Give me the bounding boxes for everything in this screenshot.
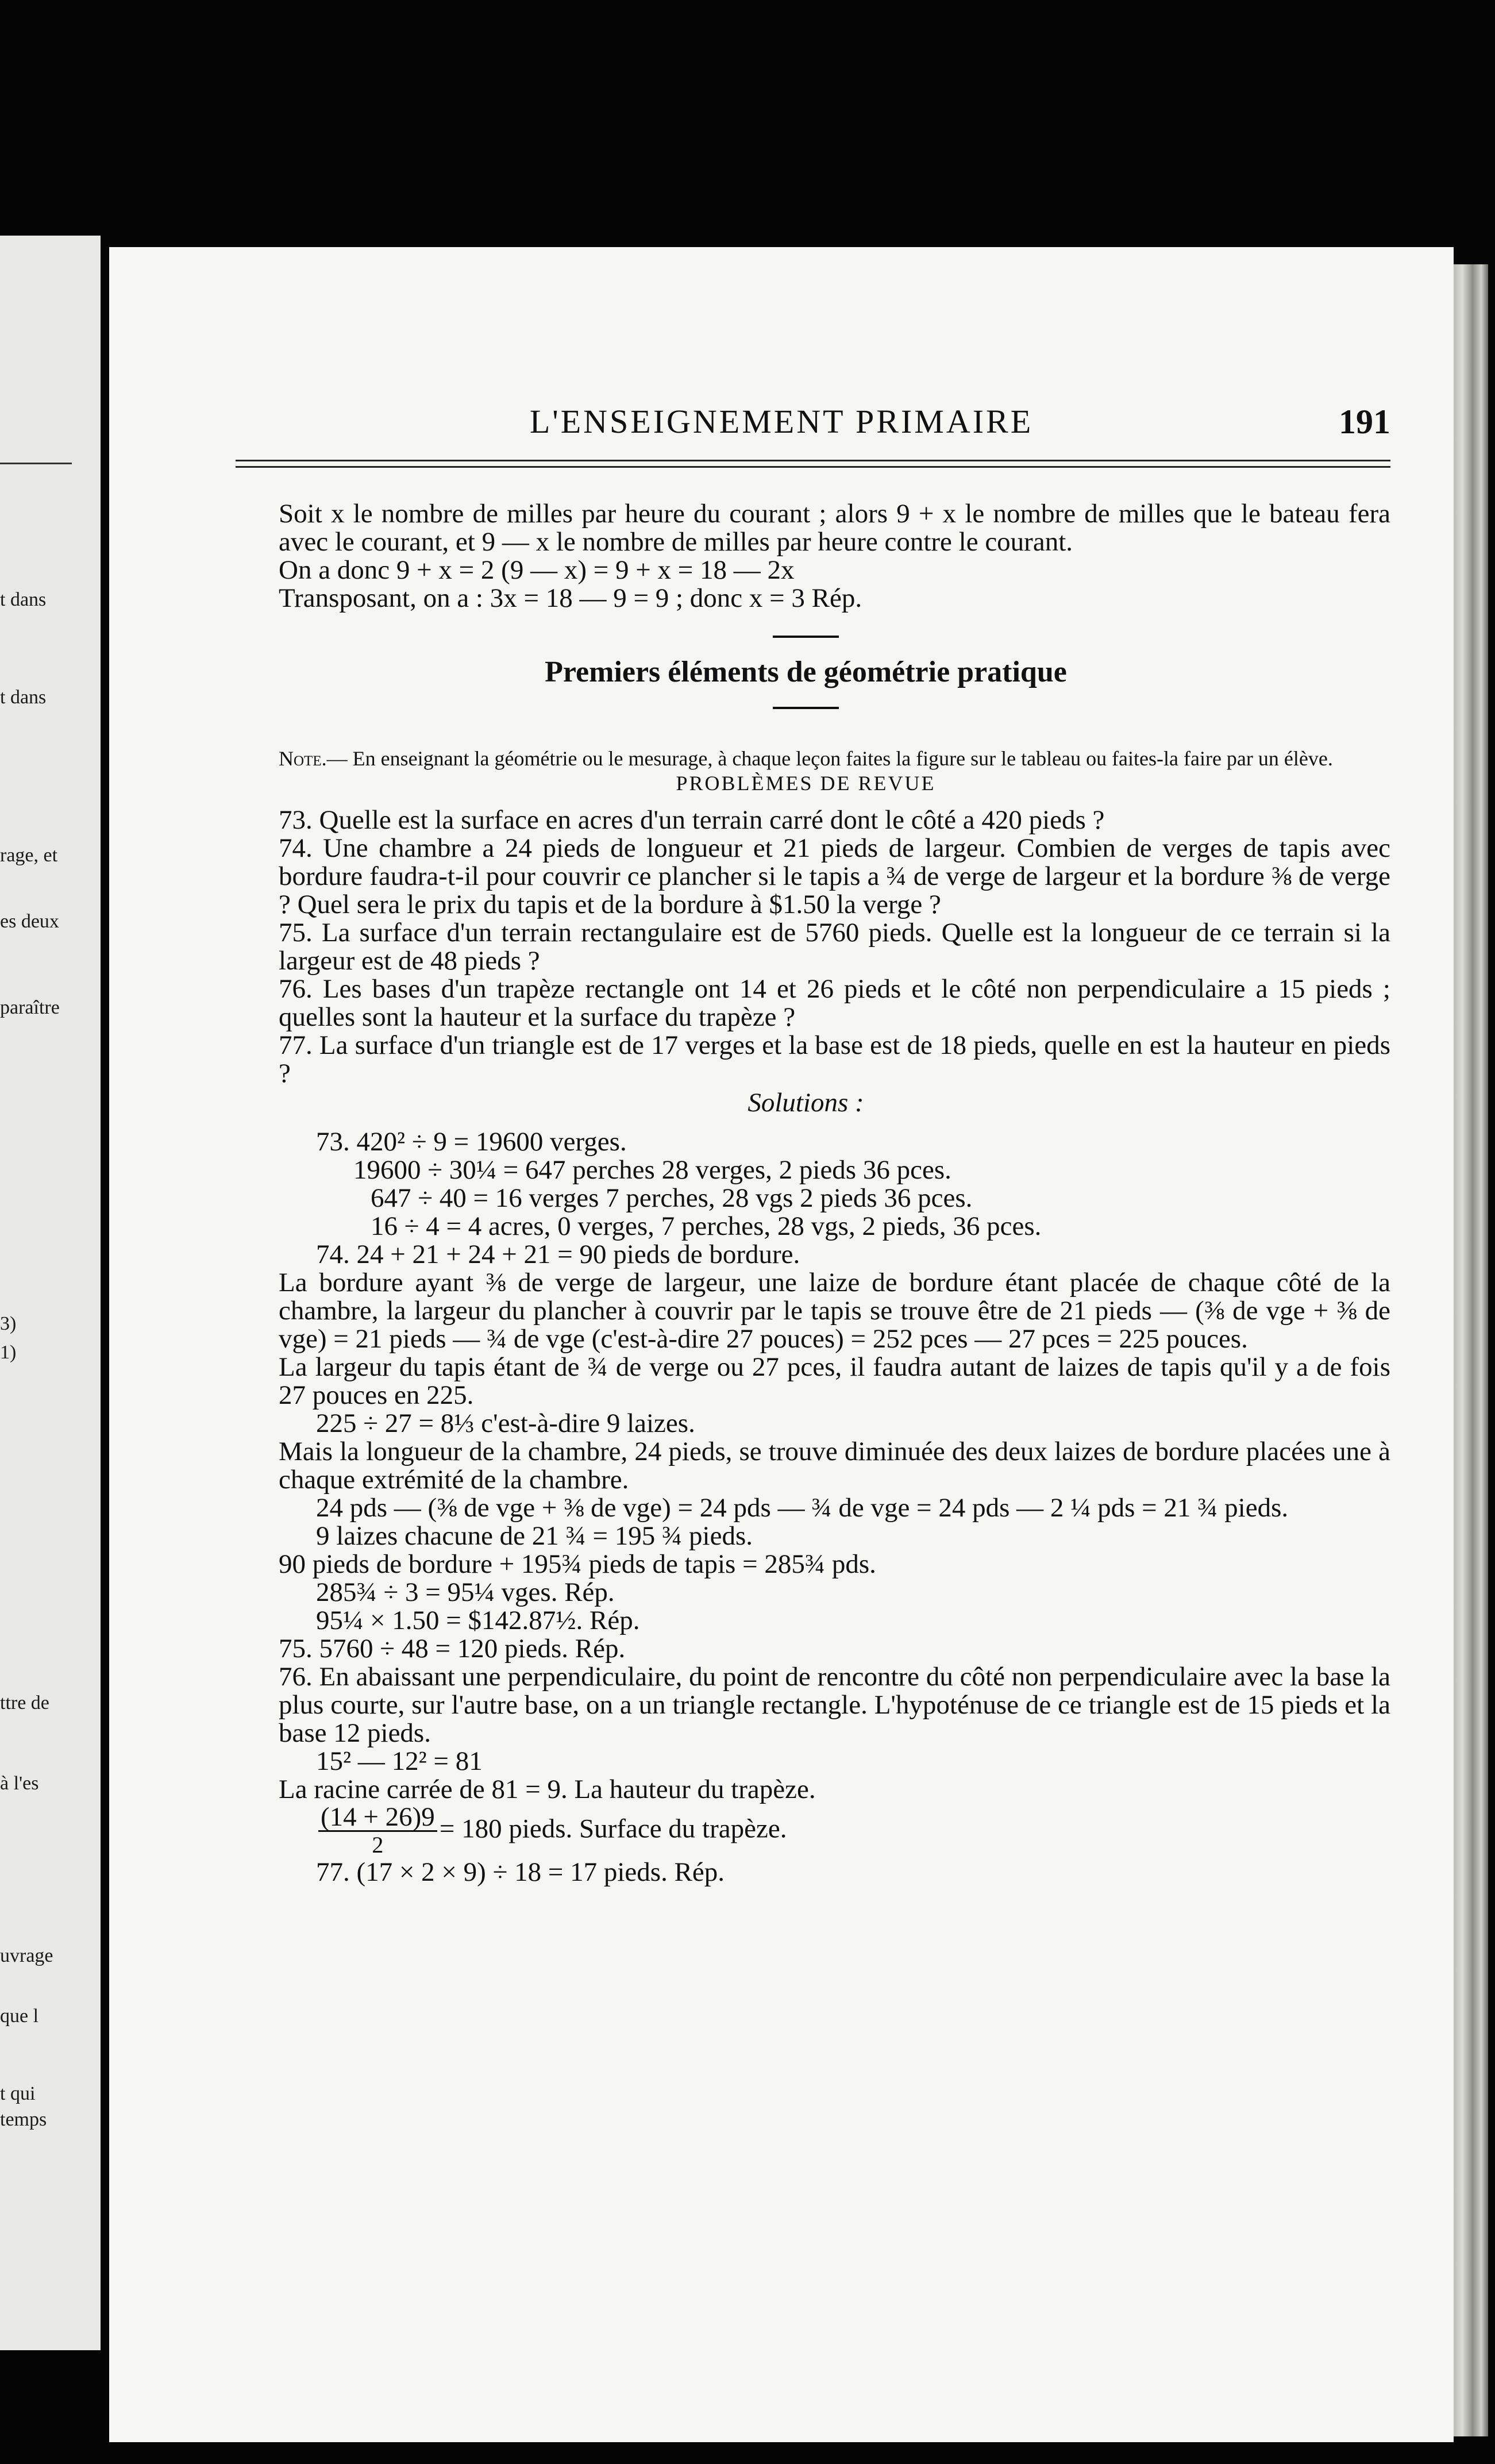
solution-73-line: 647 ÷ 40 = 16 verges 7 perches, 28 vgs 2 pieds 36 pces. <box>371 1183 973 1213</box>
prev-page-fragment: ttre de <box>0 1692 49 1714</box>
solution-74-paragraph: La largeur du tapis étant de ¾ de verge ou 27 pces, il faudra autant de laizes de tapis qu'il y a de fois 27 pouces en 225. <box>279 1352 1390 1410</box>
header-rule <box>236 460 1390 461</box>
prev-page-fragment: t dans <box>0 687 47 708</box>
solution-76-line: 15² — 12² = 81 <box>316 1746 483 1776</box>
area-result: = 180 pieds. Surface du trapèze. <box>439 1814 787 1844</box>
running-title: L'ENSEIGNEMENT PRIMAIRE <box>529 403 1034 440</box>
solution-74-line: 285¾ ÷ 3 = 95¼ vges. Rép. <box>316 1577 615 1607</box>
problem-76: 76. Les bases d'un trapèze rectangle ont 14 et 26 pieds et le côté non perpendiculaire a 15 pieds ; quelles sont la hauteur et la surface du trapèze ? <box>279 974 1390 1032</box>
prev-page-fragment: à l'es <box>0 1773 39 1794</box>
page-edge <box>1454 264 1488 2436</box>
solution-74-line: 95¼ × 1.50 = $142.87½. Rép. <box>316 1606 640 1635</box>
running-head <box>109 402 1454 448</box>
solution-73-line: 16 ÷ 4 = 4 acres, 0 verges, 7 perches, 28 vgs, 2 pieds, 36 pces. <box>371 1211 1042 1241</box>
fraction-numerator: (14 + 26)9 <box>318 1804 437 1832</box>
page-body <box>221 500 1390 1886</box>
book-page <box>109 247 1454 2442</box>
solution-74-line: 225 ÷ 27 = 8⅓ c'est-à-dire 9 laizes. <box>316 1408 695 1438</box>
prev-page-fragment: t qui <box>0 2083 36 2104</box>
prev-page-fragment: 1) <box>0 1342 17 1363</box>
solutions-label: Solutions : <box>747 1088 864 1118</box>
solution-75: 75. 5760 ÷ 48 = 120 pieds. Rép. <box>279 1634 626 1664</box>
solution-73-line: 19600 ÷ 30¼ = 647 perches 28 verges, 2 pieds 36 pces. <box>353 1155 951 1185</box>
prev-page-fragment: t dans <box>0 589 47 610</box>
prev-page-rule <box>0 463 72 464</box>
previous-page-edge <box>0 236 101 2350</box>
problems-subheading: PROBLÈMES DE REVUE <box>676 772 936 795</box>
solution-73-line: 73. 420² ÷ 9 = 19600 verges. <box>316 1127 627 1157</box>
intro-paragraph: Soit x le nombre de milles par heure du courant ; alors 9 + x le nombre de milles que le bateau fera avec le courant, et 9 — x le nombre de milles par heure contre le courant. <box>279 499 1390 557</box>
solution-76-area <box>221 1804 1390 1858</box>
problem-77: 77. La surface d'un triangle est de 17 verges et la base est de 18 pieds, quelle en est la hauteur en pieds ? <box>279 1030 1390 1088</box>
intro-equation: On a donc 9 + x = 2 (9 — x) = 9 + x = 18 — 2x <box>279 555 795 585</box>
solution-74-line: 74. 24 + 21 + 24 + 21 = 90 pieds de bordure. <box>316 1239 800 1269</box>
note-text: En enseignant la géométrie ou le mesurage, à chaque leçon faites la figure sur le tableau ou faites-la faire par un élève. <box>347 747 1333 770</box>
solution-74-line: 9 laizes chacune de 21 ¾ = 195 ¾ pieds. <box>316 1521 753 1551</box>
solution-77: 77. (17 × 2 × 9) ÷ 18 = 17 pieds. Rép. <box>316 1857 725 1887</box>
header-rule <box>236 466 1390 468</box>
teaching-note <box>221 746 1390 771</box>
problem-75: 75. La surface d'un terrain rectangulaire est de 5760 pieds. Quelle est la longueur de ce terrain si la largeur est de 48 pieds ? <box>279 918 1390 976</box>
prev-page-fragment: uvrage <box>0 1945 53 1966</box>
page-number: 191 <box>1339 403 1390 441</box>
problem-74: 74. Une chambre a 24 pieds de longueur et 21 pieds de largeur. Combien de verges de tapis avec bordure faudra-t-il pour couvrir ce plancher si le tapis a ¾ de verge de largeur et la bordure ⅜ de verge ? Quel sera le prix du tapis et de la bordure à $1.50 la verge ? <box>279 833 1390 919</box>
section-title: Premiers éléments de géométrie pratique <box>545 656 1067 688</box>
intro-equation: Transposant, on a : 3x = 18 — 9 = 9 ; donc x = 3 Rép. <box>279 583 862 613</box>
prev-page-fragment: que l <box>0 2005 39 2027</box>
problem-73: 73. Quelle est la surface en acres d'un terrain carré dont le côté a 420 pieds ? <box>279 805 1105 835</box>
solution-74-line: 24 pds — (⅜ de vge + ⅜ de vge) = 24 pds — ¾ de vge = 24 pds — 2 ¼ pds = 21 ¾ pieds. <box>316 1493 1289 1523</box>
note-label: Note.— <box>279 747 348 770</box>
solution-74-line: 90 pieds de bordure + 195¾ pieds de tapis = 285¾ pds. <box>279 1549 876 1579</box>
prev-page-fragment: rage, et <box>0 845 58 866</box>
prev-page-fragment: temps <box>0 2109 47 2130</box>
prev-page-fragment: paraître <box>0 997 60 1018</box>
solution-76-line: La racine carrée de 81 = 9. La hauteur du trapèze. <box>279 1774 816 1804</box>
fraction-denominator: 2 <box>372 1832 384 1858</box>
solution-74-paragraph: La bordure ayant ⅜ de verge de largeur, une laize de bordure étant placée de chaque côté de la chambre, la largeur du plancher à couvrir par le tapis se trouve être de 21 pieds — (⅜ de vge + ⅜ de vge) = 21 pieds — ¾ de vge (c'est-à-dire 27 pouces) = 252 pces — 27 pces = 225 pouces. <box>279 1268 1390 1354</box>
area-fraction <box>318 1804 437 1858</box>
prev-page-fragment: 3) <box>0 1313 17 1334</box>
solution-76-paragraph: 76. En abaissant une perpendiculaire, du point de rencontre du côté non perpendiculaire avec la base la plus courte, sur l'autre base, on a un triangle rectangle. L'hypoténuse de ce triangle est de 15 pieds et la base 12 pieds. <box>279 1662 1390 1748</box>
prev-page-fragment: es deux <box>0 911 59 932</box>
solution-74-paragraph: Mais la longueur de la chambre, 24 pieds, se trouve diminuée des deux laizes de bordure placées une à chaque extrémité de la chambre. <box>279 1437 1390 1495</box>
